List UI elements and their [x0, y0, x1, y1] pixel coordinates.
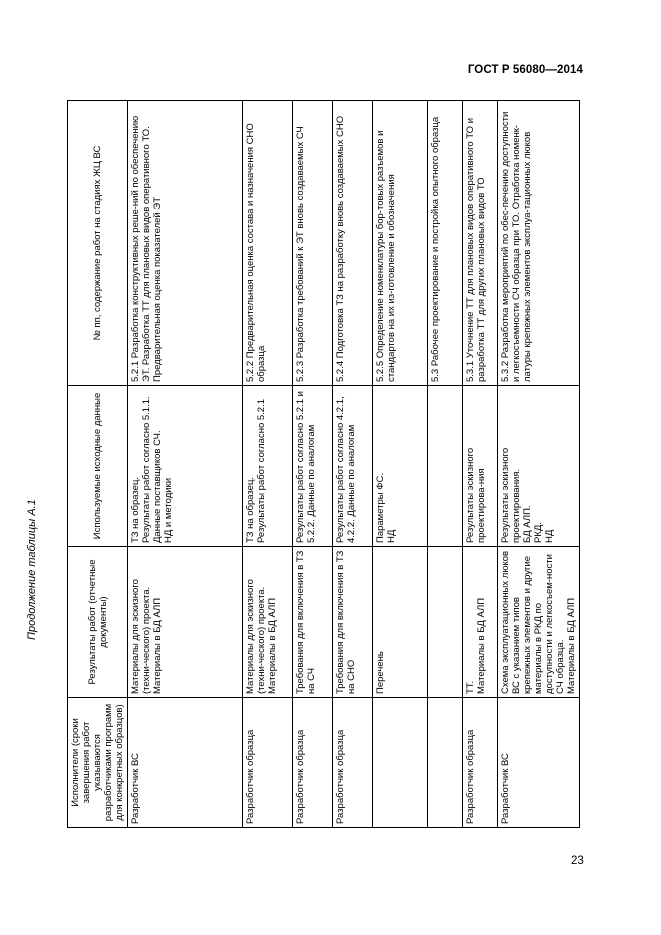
cell-result: Материалы для эскизного (техни-ческого) проекта. Материалы в БД АЛП — [243, 547, 293, 698]
cell-work: 5.2.5 Определение номенклатуры бор-товых разъемов и стандартов на их из-готовление и обозначения — [373, 101, 428, 386]
header-results: Результаты работ (отчетные документы) — [68, 547, 128, 698]
cell-work: 5.2.1 Разработка конструктивных реше-ний по обеспечению ЭТ. Разработка ТТ для плановых видов оперативного ТО. Предварительная оценка показателей ЭТ — [128, 101, 243, 386]
cell-input: Результаты эскизного проектирова-ния — [463, 386, 498, 547]
table-container — [67, 101, 577, 828]
table-row — [243, 101, 293, 828]
cell-input: ТЗ на образец. Результаты работ согласно 5.2.1 — [243, 386, 293, 547]
cell-input: Результаты работ согласно 4.2.1, 4.2.2. Данные по аналогам — [333, 386, 373, 547]
table-row — [498, 101, 580, 828]
document-header: ГОСТ Р 56080—2014 — [467, 64, 583, 76]
cell-result — [428, 547, 463, 698]
cell-executor: Разработчик образца — [333, 698, 373, 828]
table-row — [428, 101, 463, 828]
cell-work: 5.3 Рабочее проектирование и постройка опытного образца — [428, 101, 463, 386]
cell-work: 5.2.4 Подготовка ТЗ на разработку вновь создаваемых СНО — [333, 101, 373, 386]
header-input-data: Используемые исходные данные — [68, 386, 128, 547]
cell-executor — [428, 698, 463, 828]
cell-result: Схема эксплуатационных люков ВС с указанием типов крепежных элементов и другие материалы в РКД по доступности и легкосъем-ности СЧ образца. Материалы в БД АЛП — [498, 547, 580, 698]
cell-input: Результаты эскизного проектирования. БД АЛП. РКД. НД — [498, 386, 580, 547]
table-row — [128, 101, 243, 828]
works-table — [67, 100, 580, 828]
table-row — [463, 101, 498, 828]
cell-input — [428, 386, 463, 547]
page-number: 23 — [571, 855, 584, 867]
cell-work: 5.2.2 Предварительная оценка состава и назначения СНО образца — [243, 101, 293, 386]
cell-executor: Разработчик ВС — [498, 698, 580, 828]
table-header-row — [68, 101, 128, 828]
table-row — [293, 101, 333, 828]
cell-executor — [373, 698, 428, 828]
table-row — [333, 101, 373, 828]
cell-executor: Разработчик образца — [293, 698, 333, 828]
cell-result: Перечень — [373, 547, 428, 698]
table-caption: Продолжение таблицы А.1 — [26, 499, 38, 640]
cell-work: 5.3.1 Уточнение ТТ для плановых видов оперативного ТО и разработка ТТ для других плановых видов ТО — [463, 101, 498, 386]
cell-executor: Разработчик образца — [463, 698, 498, 828]
header-work-content: № пп, содержание работ на стадиях ЖЦ ВС — [68, 101, 128, 386]
cell-result: Требования для включения в ТЗ на СЧ — [293, 547, 333, 698]
cell-result: Требования для включения в ТЗ на СНО — [333, 547, 373, 698]
cell-input: Результаты работ согласно 5.2.1 и 5.2.2. Данные по аналогам — [293, 386, 333, 547]
cell-input: ТЗ на образец. Результаты работ согласно 5.1.1. Данные поставщиков СЧ. НД и методики — [128, 386, 243, 547]
cell-input: Параметры ФС. НД — [373, 386, 428, 547]
cell-result: ТТ. Материалы в БД АЛП — [463, 547, 498, 698]
table-row — [373, 101, 428, 828]
header-executors: Исполнители (сроки завершения работ указываются разработчиками программ для конкретных образцов) — [68, 698, 128, 828]
cell-executor: Разработчик ВС — [128, 698, 243, 828]
cell-work: 5.2.3 Разработка требований к ЭТ вновь создаваемых СЧ — [293, 101, 333, 386]
cell-executor: Разработчик образца — [243, 698, 293, 828]
cell-result: Материалы для эскизного (техни-ческого) проекта. Материалы в БД АЛП — [128, 547, 243, 698]
cell-work: 5.3.2 Разработка мероприятий по обес-печению доступности и легкосъемности СЧ образца при ТО. Отработка номенк-латуры крепежных элементов эксплуа-тационных люков — [498, 101, 580, 386]
